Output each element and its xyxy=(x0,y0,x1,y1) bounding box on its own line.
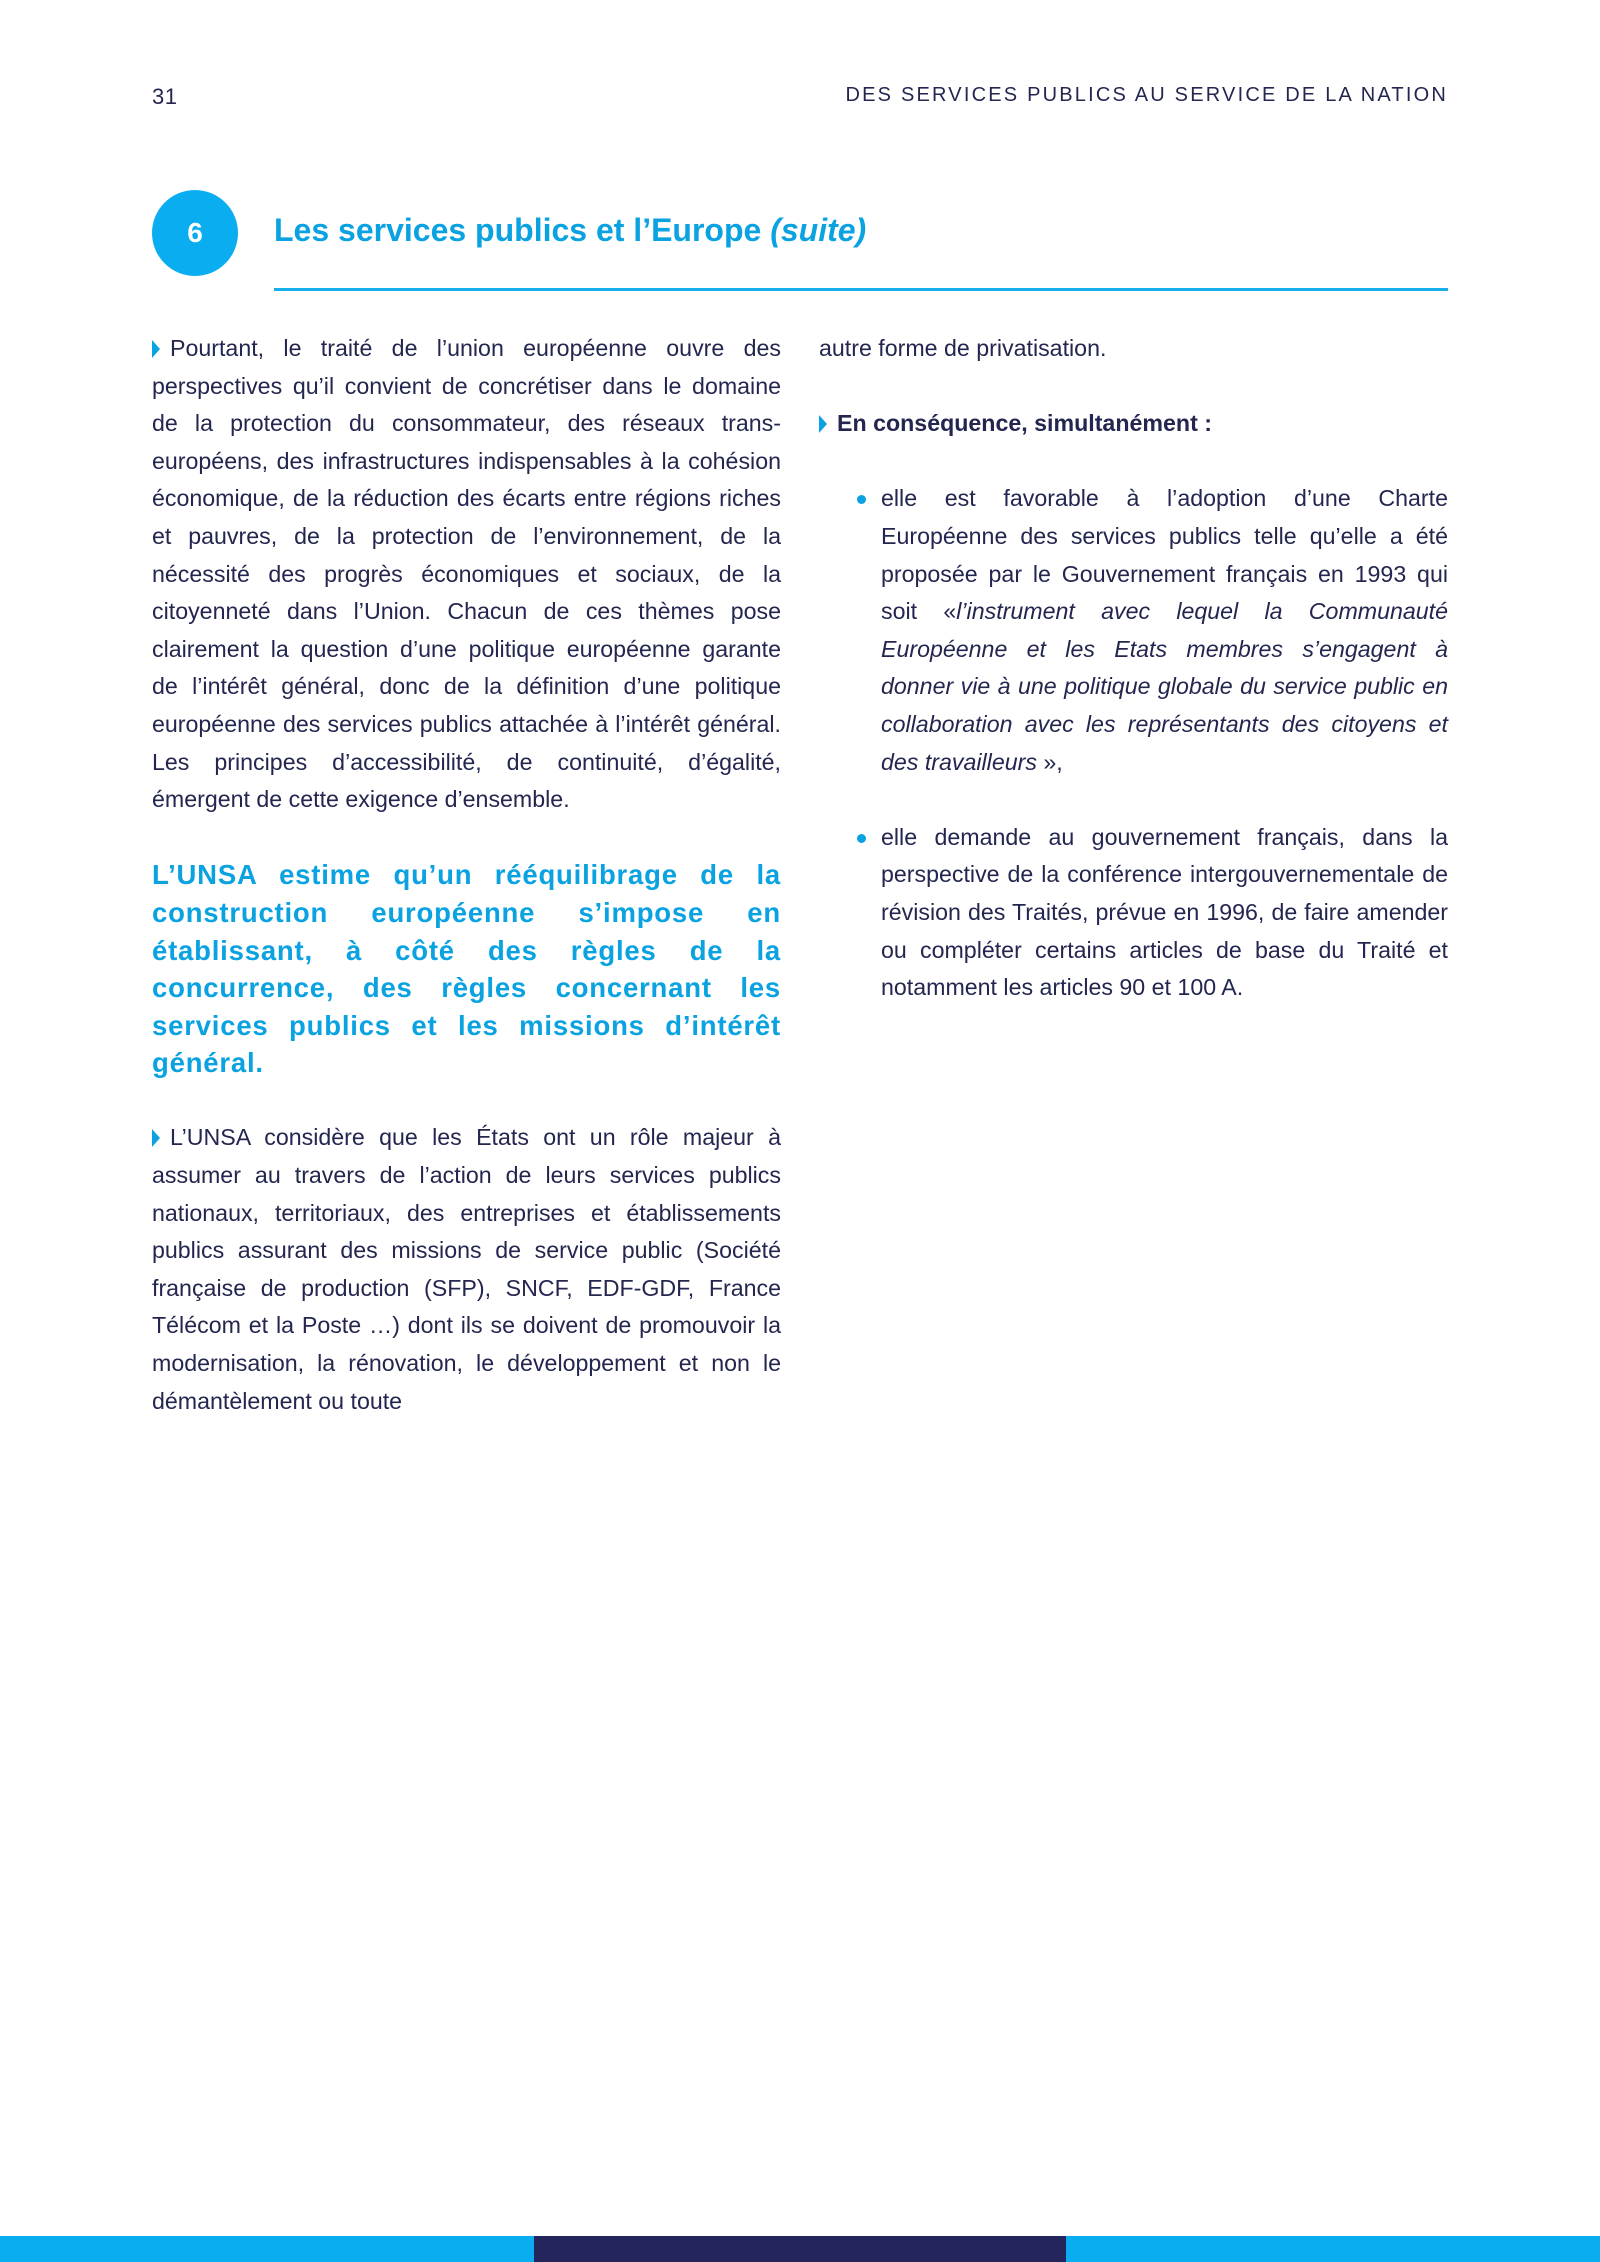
section-title-text: Les services publics et l’Europe xyxy=(274,212,762,248)
bullet-dot-icon xyxy=(857,834,866,843)
section-title xyxy=(274,212,866,249)
list-item xyxy=(819,480,1448,781)
running-header: DES SERVICES PUBLICS AU SERVICE DE LA NATION xyxy=(845,84,1448,106)
left-column xyxy=(152,330,781,1420)
section-number-badge xyxy=(152,190,238,276)
footer-segment-left xyxy=(0,2236,534,2262)
bullet-1-end: », xyxy=(1036,748,1063,775)
consequence-intro xyxy=(819,405,1448,443)
paragraph-continuation: autre forme de privatisation. xyxy=(819,335,1107,361)
section-number: 6 xyxy=(187,217,203,248)
paragraph-marker-icon xyxy=(152,1129,160,1147)
footer-segment-middle xyxy=(534,2236,1066,2262)
paragraph-intro-text: Pourtant, le traité de l’union européenne ouvre des perspectives qu’il convient de concrétiser dans le domaine de la protection du consommateur, des réseaux trans-européens, des infrastructures indispensables à la cohésion économique, de la réduction des écarts entre régions riches et pauvres, de la protection de l’environnement, de la nécessité des progrès économiques et sociaux, de la citoyenneté dans l’Union. Chacun de ces thèmes pose clairement la question d’une politique européenne garante de l’intérêt général, donc de la définition d’une politique européenne des services publics attachée à l’intérêt général. Les principes d’accessibilité, de continuité, d’égalité, émergent de cette exigence d’ensemble. xyxy=(152,335,781,813)
section-title-suffix: (suite) xyxy=(770,212,867,248)
right-column xyxy=(819,330,1448,1007)
paragraph-intro xyxy=(152,330,781,819)
bullet-1-text: elle est favorable à l’adoption d’une Charte Européenne des services publics telle qu’elle a été proposée par le Gouvernement français en 1993 qui soit « xyxy=(881,485,1448,625)
paragraph-states-role-text: L’UNSA considère que les États ont un rôle majeur à assumer au travers de l’action de leurs services publics nationaux, territoriaux, des entreprises et établissements publics assurant des missions de service public (Société française de production (SFP), SNCF, EDF-GDF, France Télécom et la Poste …) dont ils se doivent de promouvoir la modernisation, la rénovation, le développement et non le démantèlement ou toute xyxy=(152,1124,781,1414)
paragraph-marker-icon xyxy=(819,415,827,433)
paragraph-marker-icon xyxy=(152,340,160,358)
bullet-dot-icon xyxy=(857,495,866,504)
page-number: 31 xyxy=(152,84,178,109)
paragraph-states-role xyxy=(152,1119,781,1420)
bullet-1-quote: l’instrument avec lequel la Communauté Européenne et les Etats membres s’engagent à donner vie à une politique globale du service public en collaboration avec les représentants des citoyens et des travailleurs xyxy=(881,598,1448,775)
highlight-statement: L’UNSA estime qu’un rééquilibrage de la construction européenne s’impose en établissant, à côté des règles de la concurrence, des règles concernant les services publics et les missions d’intérêt général. xyxy=(152,859,781,1079)
footer-color-bar xyxy=(0,2236,1600,2262)
footer-segment-right xyxy=(1066,2236,1600,2262)
consequence-list xyxy=(819,480,1448,1006)
list-item xyxy=(819,819,1448,1007)
consequence-intro-text: En conséquence, simultanément : xyxy=(837,410,1212,437)
title-rule xyxy=(274,288,1448,291)
bullet-2-text: elle demande au gouvernement français, dans la perspective de la conférence intergouvernementale de révision des Traités, prévue en 1996, de faire amender ou compléter certains articles de base du Traité et notamment les articles 90 et 100 A. xyxy=(881,823,1448,1001)
